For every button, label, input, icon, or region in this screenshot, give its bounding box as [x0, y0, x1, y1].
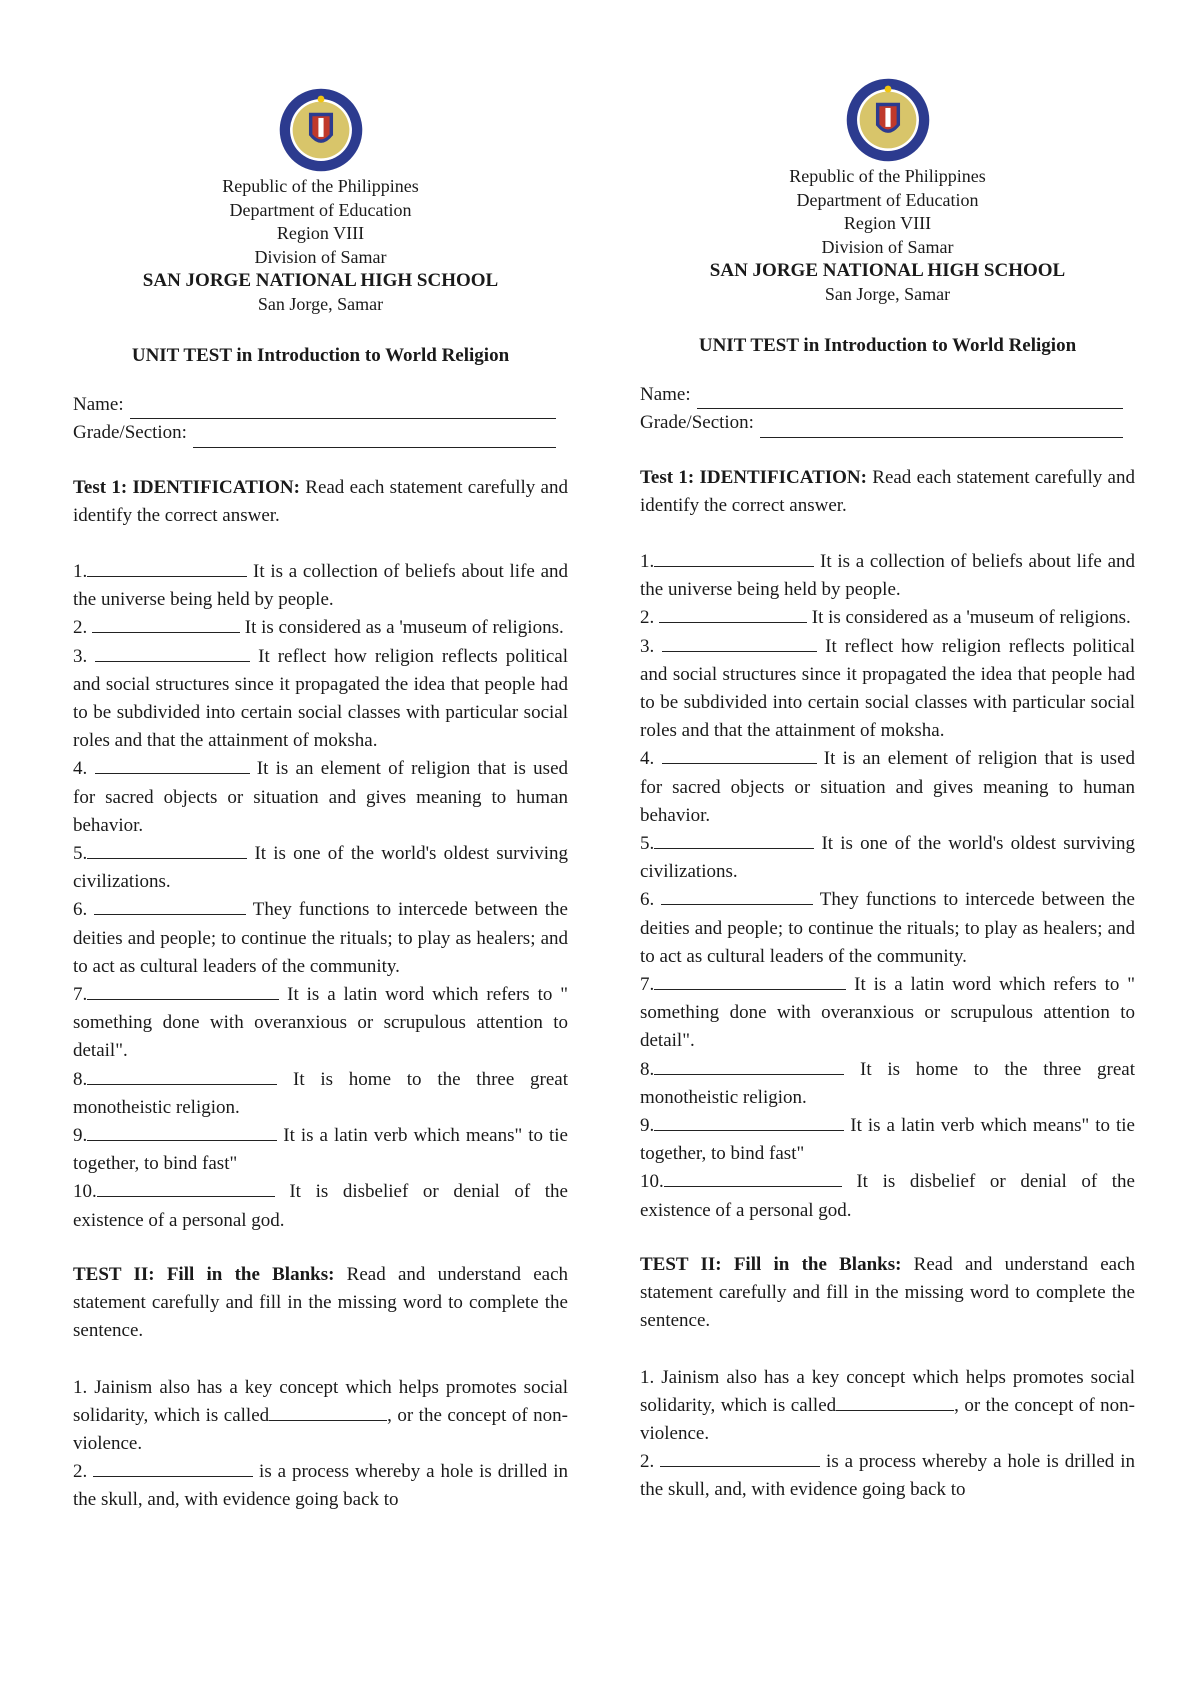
list-item [640, 1448, 1135, 1504]
item-number: 2. [640, 607, 659, 629]
school-header [640, 165, 1135, 306]
answer-blank[interactable] [664, 1168, 842, 1187]
list-item [73, 558, 568, 614]
answer-blank[interactable] [87, 840, 247, 859]
item-text: 1. Jainism also has a key concept which helps promotes social solidarity, which is called [640, 1366, 1135, 1416]
name-label: Name: [73, 394, 124, 416]
answer-blank[interactable] [654, 971, 846, 990]
school-name: SAN JORGE NATIONAL HIGH SCHOOL [142, 270, 499, 291]
grade-label: Grade/Section: [73, 422, 187, 444]
name-field[interactable] [640, 381, 1135, 409]
header-line: Region VIII [276, 223, 365, 243]
item-text: They functions to intercede between the deities and people; to continue the rituals; to play as healers; and to act as cultural leaders of the community. [73, 899, 568, 977]
list-item [73, 1122, 568, 1178]
answer-blank[interactable] [95, 643, 250, 662]
test1-instructions [640, 464, 1135, 520]
list-item [640, 886, 1135, 971]
item-number: 4. [73, 758, 95, 780]
test2-items [73, 1374, 568, 1515]
test1-items [640, 548, 1135, 1225]
school-header [73, 175, 568, 316]
item-text: It is considered as a 'museum of religions. [240, 617, 564, 639]
test2-items [640, 1364, 1135, 1505]
test1-label: Test 1: IDENTIFICATION: [73, 476, 300, 498]
item-text: It is a latin verb which means" to tie together, to bind fast" [640, 1115, 1135, 1165]
grade-section-field[interactable] [73, 419, 568, 447]
answer-blank[interactable] [87, 558, 247, 577]
test1-instructions [73, 474, 568, 530]
item-number: 7. [640, 974, 655, 996]
test2-label: TEST II: Fill in the Blanks: [73, 1263, 335, 1285]
school-name: SAN JORGE NATIONAL HIGH SCHOOL [709, 260, 1066, 281]
answer-blank[interactable] [654, 830, 814, 849]
list-item [73, 1178, 568, 1234]
answer-blank[interactable] [662, 745, 817, 764]
answer-blank[interactable] [92, 614, 240, 633]
answer-blank[interactable] [660, 1448, 820, 1467]
item-text: It is a latin verb which means" to tie together, to bind fast" [73, 1125, 568, 1175]
answer-blank[interactable] [95, 755, 250, 774]
grade-section-field[interactable] [640, 409, 1135, 437]
test-title: UNIT TEST in Introduction to World Religion [131, 345, 510, 366]
item-text: It reflect how religion reflects political and social structures since it propagated the idea that people had to be subdivided into certain social classes with particular social roles and that the attainment of moksha. [73, 645, 568, 752]
header-line: Division of Samar [821, 236, 954, 257]
student-fields [73, 391, 568, 447]
answer-blank[interactable] [836, 1392, 954, 1411]
item-number: 8. [73, 1068, 88, 1090]
item-number: 2. [73, 617, 92, 639]
item-text: It is home to the three great monotheistic religion. [640, 1058, 1135, 1108]
item-text: It is home to the three great monotheistic religion. [73, 1068, 568, 1118]
answer-blank[interactable] [661, 886, 813, 905]
item-text: It is a latin word which refers to " something done with overanxious or scrupulous attention to detail". [640, 974, 1135, 1052]
list-item [73, 755, 568, 840]
list-item [640, 633, 1135, 746]
answer-blank[interactable] [97, 1178, 275, 1197]
header-line: Republic of the Philippines [222, 176, 419, 196]
test2-text: Read and understand each statement carefully and fill in the missing word to complete the sentence. [640, 1253, 1135, 1332]
answer-blank[interactable] [654, 1056, 844, 1075]
test1-label: Test 1: IDENTIFICATION: [640, 466, 867, 488]
item-text: is a process whereby a hole is drilled in the skull, and, with evidence going back to [73, 1461, 568, 1511]
item-text: It is disbelief or denial of the existence of a personal god. [640, 1171, 1135, 1221]
item-number: 1. [73, 561, 88, 583]
student-fields [640, 381, 1135, 437]
list-item [640, 971, 1135, 1056]
list-item [640, 745, 1135, 830]
item-text: It is a collection of beliefs about life and the universe being held by people. [73, 561, 568, 611]
item-number: 10. [73, 1181, 97, 1203]
answer-blank[interactable] [662, 633, 817, 652]
answer-blank[interactable] [659, 604, 807, 623]
item-number: 3. [73, 645, 96, 667]
item-text: , or the concept of non-violence. [640, 1394, 1136, 1444]
item-number: 6. [640, 889, 662, 911]
name-line[interactable] [130, 398, 556, 419]
answer-blank[interactable] [654, 548, 814, 567]
list-item [73, 643, 568, 756]
list-item [640, 830, 1135, 886]
list-item [73, 981, 568, 1066]
item-number: 6. [73, 899, 95, 921]
item-number: 1. [640, 551, 655, 573]
name-label: Name: [640, 384, 691, 406]
header-line: Division of Samar [254, 246, 387, 267]
list-item [640, 1364, 1135, 1449]
item-number: 5. [73, 843, 88, 865]
item-text: is a process whereby a hole is drilled in the skull, and, with evidence going back to [640, 1451, 1135, 1501]
item-text: It is considered as a 'museum of religions. [807, 607, 1131, 629]
grade-line[interactable] [193, 427, 556, 448]
item-text: It is disbelief or denial of the existence of a personal god. [73, 1181, 568, 1231]
item-text: 1. Jainism also has a key concept which helps promotes social solidarity, which is called [73, 1376, 568, 1426]
item-number: 9. [640, 1115, 655, 1137]
item-text: It is a latin word which refers to " something done with overanxious or scrupulous attention to detail". [73, 984, 568, 1062]
answer-blank[interactable] [87, 1066, 277, 1085]
test1-text: Read each statement carefully and identify the correct answer. [73, 476, 568, 526]
answer-blank[interactable] [269, 1402, 387, 1421]
list-item [73, 1458, 568, 1514]
test2-label: TEST II: Fill in the Blanks: [640, 1253, 902, 1275]
grade-label: Grade/Section: [640, 412, 754, 434]
test1-items [73, 558, 568, 1235]
item-number: 7. [73, 984, 88, 1006]
item-number: 9. [73, 1125, 88, 1147]
test-copy-right [640, 77, 1135, 1505]
header-line: Republic of the Philippines [789, 166, 986, 186]
name-field[interactable] [73, 391, 568, 419]
answer-blank[interactable] [94, 896, 246, 915]
answer-blank[interactable] [87, 1122, 277, 1141]
answer-blank[interactable] [93, 1458, 253, 1477]
test1-text: Read each statement carefully and identify the correct answer. [640, 466, 1135, 516]
item-number: 5. [640, 833, 655, 855]
list-item [73, 1066, 568, 1122]
list-item [73, 840, 568, 896]
grade-line[interactable] [760, 417, 1123, 438]
test-title: UNIT TEST in Introduction to World Religion [698, 335, 1077, 356]
item-text: It is one of the world's oldest surviving civilizations. [640, 833, 1135, 883]
test2-instructions [73, 1261, 568, 1346]
school-location: San Jorge, Samar [257, 293, 384, 314]
header-line: Region VIII [843, 213, 932, 233]
item-text: It is a collection of beliefs about life and the universe being held by people. [640, 551, 1135, 601]
list-item [73, 614, 568, 642]
answer-blank[interactable] [87, 981, 279, 1000]
item-text: , or the concept of non-violence. [73, 1404, 569, 1454]
list-item [73, 896, 568, 981]
item-number: 2. [73, 1461, 94, 1483]
item-text: They functions to intercede between the deities and people; to continue the rituals; to play as healers; and to act as cultural leaders of the community. [640, 889, 1135, 967]
item-text: It is an element of religion that is used for sacred objects or situation and gives meaning to human behavior. [640, 748, 1135, 826]
list-item [640, 1168, 1135, 1224]
list-item [640, 1112, 1135, 1168]
list-item [640, 604, 1135, 632]
test-copy-left [73, 87, 568, 1515]
deped-seal-icon [845, 77, 931, 163]
header-line: Department of Education [796, 189, 979, 210]
item-text: It is one of the world's oldest surviving civilizations. [73, 843, 568, 893]
test2-text: Read and understand each statement carefully and fill in the missing word to complete the sentence. [73, 1263, 568, 1342]
list-item [640, 1056, 1135, 1112]
list-item [73, 1374, 568, 1459]
list-item [640, 548, 1135, 604]
answer-blank[interactable] [654, 1112, 844, 1131]
item-number: 3. [640, 635, 663, 657]
header-line: Department of Education [229, 199, 412, 220]
item-number: 8. [640, 1058, 655, 1080]
item-number: 10. [640, 1171, 664, 1193]
item-text: It reflect how religion reflects political and social structures since it propagated the idea that people had to be subdivided into certain social classes with particular social roles and that the attainment of moksha. [640, 635, 1135, 742]
item-text: It is an element of religion that is used for sacred objects or situation and gives meaning to human behavior. [73, 758, 568, 836]
deped-seal-icon [278, 87, 364, 173]
name-line[interactable] [697, 388, 1123, 409]
test2-instructions [640, 1251, 1135, 1336]
item-number: 2. [640, 1451, 661, 1473]
school-location: San Jorge, Samar [824, 283, 951, 304]
item-number: 4. [640, 748, 662, 770]
